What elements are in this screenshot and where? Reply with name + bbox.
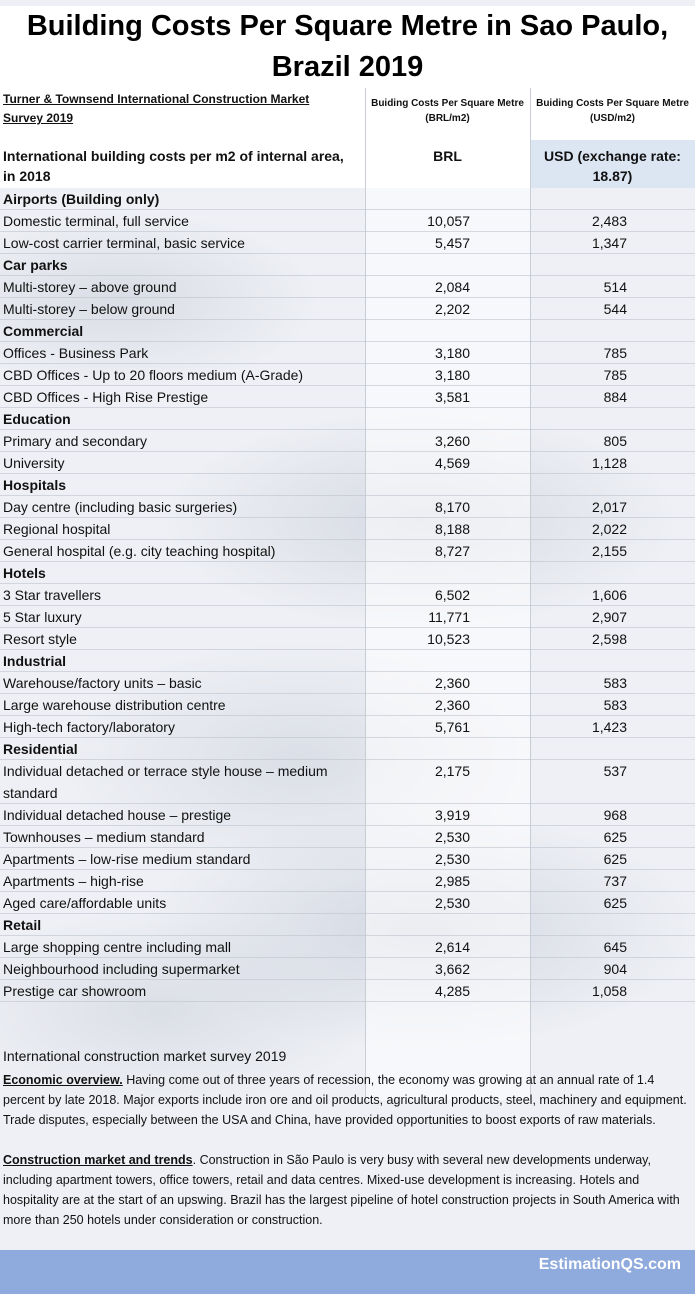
usd-value: 968 [603, 807, 627, 823]
brl-value: 2,175 [434, 763, 470, 779]
category-label: Hotels [3, 565, 46, 581]
row-label: Multi-storey – below ground [3, 301, 175, 317]
category-row [0, 914, 695, 936]
brl-value: 10,057 [427, 213, 470, 229]
row-label: 5 Star luxury [3, 609, 82, 625]
category-label: Education [3, 411, 71, 427]
table-row [0, 232, 695, 254]
category-row [0, 320, 695, 342]
table-row [0, 276, 695, 298]
brl-value: 10,523 [427, 631, 470, 647]
brl-value: 3,180 [434, 345, 470, 361]
category-label: Retail [3, 917, 42, 933]
row-label: Prestige car showroom [3, 983, 147, 999]
brl-value: 2,530 [434, 895, 470, 911]
row-label: Domestic terminal, full service [3, 213, 189, 229]
footer-survey-line: International construction market survey 2019 [3, 1048, 287, 1064]
row-label: Apartments – low-rise medium standard [3, 851, 251, 867]
table-row [0, 826, 695, 848]
usd-value: 2,155 [591, 543, 627, 559]
usd-value: 645 [603, 939, 627, 955]
row-label: Aged care/affordable units [3, 895, 167, 911]
usd-value: 544 [603, 301, 627, 317]
brl-value: 11,771 [428, 609, 470, 625]
table-row [0, 364, 695, 386]
usd-value: 1,347 [591, 235, 627, 251]
row-label: CBD Offices - High Rise Prestige [3, 389, 209, 405]
row-label: Multi-storey – above ground [3, 279, 177, 295]
row-label: Primary and secondary [3, 433, 147, 449]
table-row [0, 848, 695, 870]
row-label: Large shopping centre including mall [3, 939, 232, 955]
table-row [0, 870, 695, 892]
table-row [0, 628, 695, 650]
brl-value: 2,530 [434, 829, 470, 845]
brl-value: 5,457 [434, 235, 470, 251]
table-row [0, 452, 695, 474]
category-row [0, 562, 695, 584]
category-label: Hospitals [3, 477, 67, 493]
table-row [0, 936, 695, 958]
survey-title: Turner & Townsend International Construction Market Survey 2019 [3, 92, 310, 125]
brl-value: 2,202 [434, 301, 470, 317]
brl-value: 4,285 [434, 983, 470, 999]
economic-overview-text: Having come out of three years of recession, the economy was growing at an annual rate of 1.4 percent by late 2018. Major exports include iron ore and oil products, agricultural products, steel, machinery and equipment. Trade disputes, especially between the USA and China, have provided opportunities to boost exports of raw materials. [3, 1073, 687, 1127]
table-row [0, 606, 695, 628]
brl-value: 8,170 [434, 499, 470, 515]
category-row [0, 254, 695, 276]
row-label: CBD Offices - Up to 20 floors medium (A-Grade) [3, 367, 304, 383]
table-row [0, 584, 695, 606]
usd-column-subheader: Buiding Costs Per Square Metre (USD/m2) [536, 98, 689, 124]
category-row [0, 408, 695, 430]
table-row [0, 892, 695, 914]
economic-overview-paragraph [3, 1070, 693, 1130]
usd-value: 583 [603, 697, 627, 713]
table-row [0, 342, 695, 364]
category-row [0, 188, 695, 210]
category-label: Industrial [3, 653, 67, 669]
brl-value: 8,188 [434, 521, 470, 537]
table-row [0, 716, 695, 738]
usd-value: 884 [603, 389, 627, 405]
usd-value: 583 [603, 675, 627, 691]
table-row [0, 980, 695, 1002]
category-row [0, 738, 695, 760]
table-row [0, 430, 695, 452]
table-row [0, 210, 695, 232]
row-label: Offices - Business Park [3, 345, 149, 361]
brl-column-subheader: Buiding Costs Per Square Metre (BRL/m2) [371, 98, 524, 124]
table-row [0, 386, 695, 408]
row-label: Individual detached house – prestige [3, 807, 232, 823]
cost-table [0, 188, 695, 1002]
category-label: Airports (Building only) [3, 191, 160, 207]
row-label: 3 Star travellers [3, 587, 102, 603]
category-label: Commercial [3, 323, 84, 339]
table-row [0, 760, 695, 804]
usd-value: 2,907 [591, 609, 627, 625]
brl-value: 2,084 [434, 279, 470, 295]
category-row [0, 650, 695, 672]
table-row [0, 298, 695, 320]
row-label: Individual detached or terrace style house – medium standard [3, 763, 328, 801]
brl-column-header: BRL [433, 148, 462, 164]
row-label: High-tech factory/laboratory [3, 719, 175, 735]
usd-column-header: USD (exchange rate: 18.87) [544, 148, 681, 184]
usd-value: 785 [603, 345, 627, 361]
usd-value: 805 [603, 433, 627, 449]
brl-value: 3,919 [434, 807, 470, 823]
brl-value: 2,530 [434, 851, 470, 867]
construction-market-paragraph [3, 1150, 693, 1230]
usd-value: 537 [603, 763, 627, 779]
usd-value: 2,022 [591, 521, 627, 537]
category-label: Car parks [3, 257, 68, 273]
usd-value: 625 [603, 851, 627, 867]
row-label: Large warehouse distribution centre [3, 697, 226, 713]
table-row [0, 804, 695, 826]
brl-value: 3,260 [434, 433, 470, 449]
brl-value: 2,614 [434, 939, 470, 955]
brl-value: 8,727 [434, 543, 470, 559]
row-label: Apartments – high-rise [3, 873, 144, 889]
row-label: Neighbourhood including supermarket [3, 961, 240, 977]
brl-value: 3,581 [434, 389, 470, 405]
usd-value: 2,598 [591, 631, 627, 647]
usd-value: 1,058 [591, 983, 627, 999]
brl-value: 2,360 [434, 675, 470, 691]
usd-value: 625 [603, 829, 627, 845]
table-row [0, 694, 695, 716]
usd-value: 1,606 [591, 587, 627, 603]
brl-value: 2,985 [434, 873, 470, 889]
usd-value: 904 [603, 961, 627, 977]
brand-label: EstimationQS.com [538, 1256, 681, 1273]
brl-value: 3,180 [434, 367, 470, 383]
row-label: University [3, 455, 65, 471]
construction-market-heading: Construction market and trends [3, 1153, 193, 1167]
row-label: Regional hospital [3, 521, 111, 537]
category-label: Residential [3, 741, 78, 757]
table-row [0, 958, 695, 980]
usd-value: 625 [603, 895, 627, 911]
usd-value: 1,423 [591, 719, 627, 735]
category-row [0, 474, 695, 496]
table-row [0, 496, 695, 518]
usd-value: 785 [603, 367, 627, 383]
construction-market-text: . Construction in São Paulo is very busy with several new developments underway, including apartment towers, office towers, retail and data centres. Mixed-use development is increasing. Hotels and hospitality are at the start of an upswing. Brazil has the largest pipeline of hotel construction projects in South America with more than 250 hotels under consideration or construction. [3, 1153, 680, 1227]
economic-overview-heading: Economic overview. [3, 1073, 123, 1087]
table-intro: International building costs per m2 of internal area, in 2018 [3, 148, 344, 184]
usd-value: 1,128 [591, 455, 627, 471]
usd-value: 2,483 [591, 213, 627, 229]
usd-value: 737 [603, 873, 627, 889]
table-row [0, 518, 695, 540]
row-label: Low-cost carrier terminal, basic service [3, 235, 245, 251]
brl-value: 2,360 [434, 697, 470, 713]
brl-value: 5,761 [434, 719, 470, 735]
page-title: Building Costs Per Square Metre in Sao Paulo, Brazil 2019 [0, 6, 695, 88]
table-row [0, 672, 695, 694]
brl-value: 6,502 [434, 587, 470, 603]
row-label: General hospital (e.g. city teaching hospital) [3, 543, 276, 559]
usd-value: 514 [603, 279, 627, 295]
row-label: Townhouses – medium standard [3, 829, 205, 845]
brl-value: 3,662 [434, 961, 470, 977]
row-label: Resort style [3, 631, 77, 647]
brl-value: 4,569 [434, 455, 470, 471]
row-label: Day centre (including basic surgeries) [3, 499, 238, 515]
usd-value: 2,017 [591, 499, 627, 515]
row-label: Warehouse/factory units – basic [3, 675, 202, 691]
table-row [0, 540, 695, 562]
